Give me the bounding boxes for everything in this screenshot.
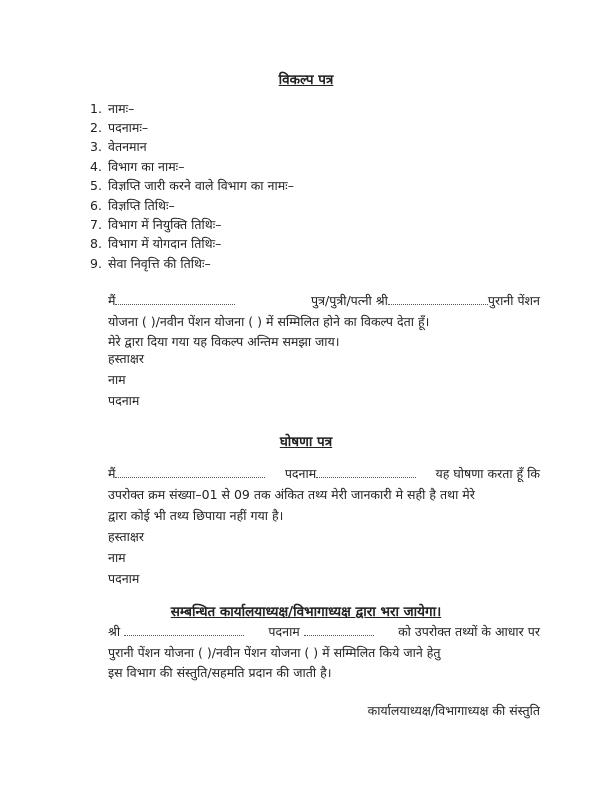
office-line-1: श्री पदनाम को उपरोक्त तथ्यों के आधार पर xyxy=(108,624,540,639)
name-blank[interactable] xyxy=(124,624,244,636)
option-line-2: योजना ( )/नवीन पेंशन योजना ( ) में सम्मिलित होने का विकल्प देता हूँ। xyxy=(108,314,430,329)
name-label: नाम xyxy=(108,372,126,387)
list-item: 9. सेवा निवृत्ति की तिथिः– xyxy=(90,256,211,271)
declaration-line-2: उपरोक्त क्रम संख्या–01 से 09 तक अंकित तथ्य मेरी जानकारी मे सही है तथा मेरे xyxy=(108,487,475,502)
list-item: 5. विज्ञप्ति जारी करने वाले विभाग का नामः– xyxy=(90,178,294,193)
guardian-blank[interactable] xyxy=(388,293,488,305)
designation-blank[interactable] xyxy=(316,466,416,478)
list-item: 2. पदनामः– xyxy=(90,120,149,135)
declaration-line-1: मैं पदनाम यह घोषणा करता हूँ कि xyxy=(108,466,540,481)
option-line-1: मैं पुत्र/पुत्री/पत्नी श्री पुरानी पेंशन xyxy=(108,293,540,308)
list-item: 8. विभाग में योगदान तिथिः– xyxy=(90,236,222,251)
designation-blank[interactable] xyxy=(304,624,374,636)
list-item: 4. विभाग का नामः– xyxy=(90,159,185,174)
option-line-3: मेरे द्वारा दिया गया यह विकल्प अन्तिम समझा जाय। xyxy=(108,334,340,349)
designation-label: पदनाम xyxy=(108,393,140,408)
name-label: नाम xyxy=(108,550,126,565)
name-blank[interactable] xyxy=(115,466,265,478)
option-form-title: विकल्प पत्र xyxy=(278,72,334,88)
office-line-2: पुरानी पेंशन योजना ( )/नवीन पेंशन योजना ( ) में सम्मिलित किये जाने हेतु xyxy=(108,645,441,660)
list-item: 1. नामः– xyxy=(90,101,135,116)
office-line-3: इस विभाग की संस्तुति/सहमति प्रदान की जाती है। xyxy=(108,665,332,680)
name-blank[interactable] xyxy=(115,293,235,305)
signature-label: हस्ताक्षर xyxy=(108,529,144,544)
designation-label: पदनाम xyxy=(108,571,140,586)
list-item: 3. वेतनमान xyxy=(90,139,147,154)
declaration-line-3: द्वारा कोई भी तथ्य छिपाया नहीं गया है। xyxy=(108,508,284,523)
list-item: 6. विज्ञप्ति तिथिः– xyxy=(90,198,175,213)
recommendation-footer: कार्यालयाध्यक्ष/विभागाध्यक्ष की संस्तुति xyxy=(367,703,540,718)
declaration-title: घोषणा पत्र xyxy=(279,434,333,450)
office-section-title: सम्बन्धित कार्यालयाध्यक्ष/विभागाध्यक्ष द्वारा भरा जायेगा। xyxy=(170,604,442,620)
list-item: 7. विभाग में नियुक्ति तिथिः– xyxy=(90,217,222,232)
signature-label: हस्ताक्षर xyxy=(108,351,144,366)
